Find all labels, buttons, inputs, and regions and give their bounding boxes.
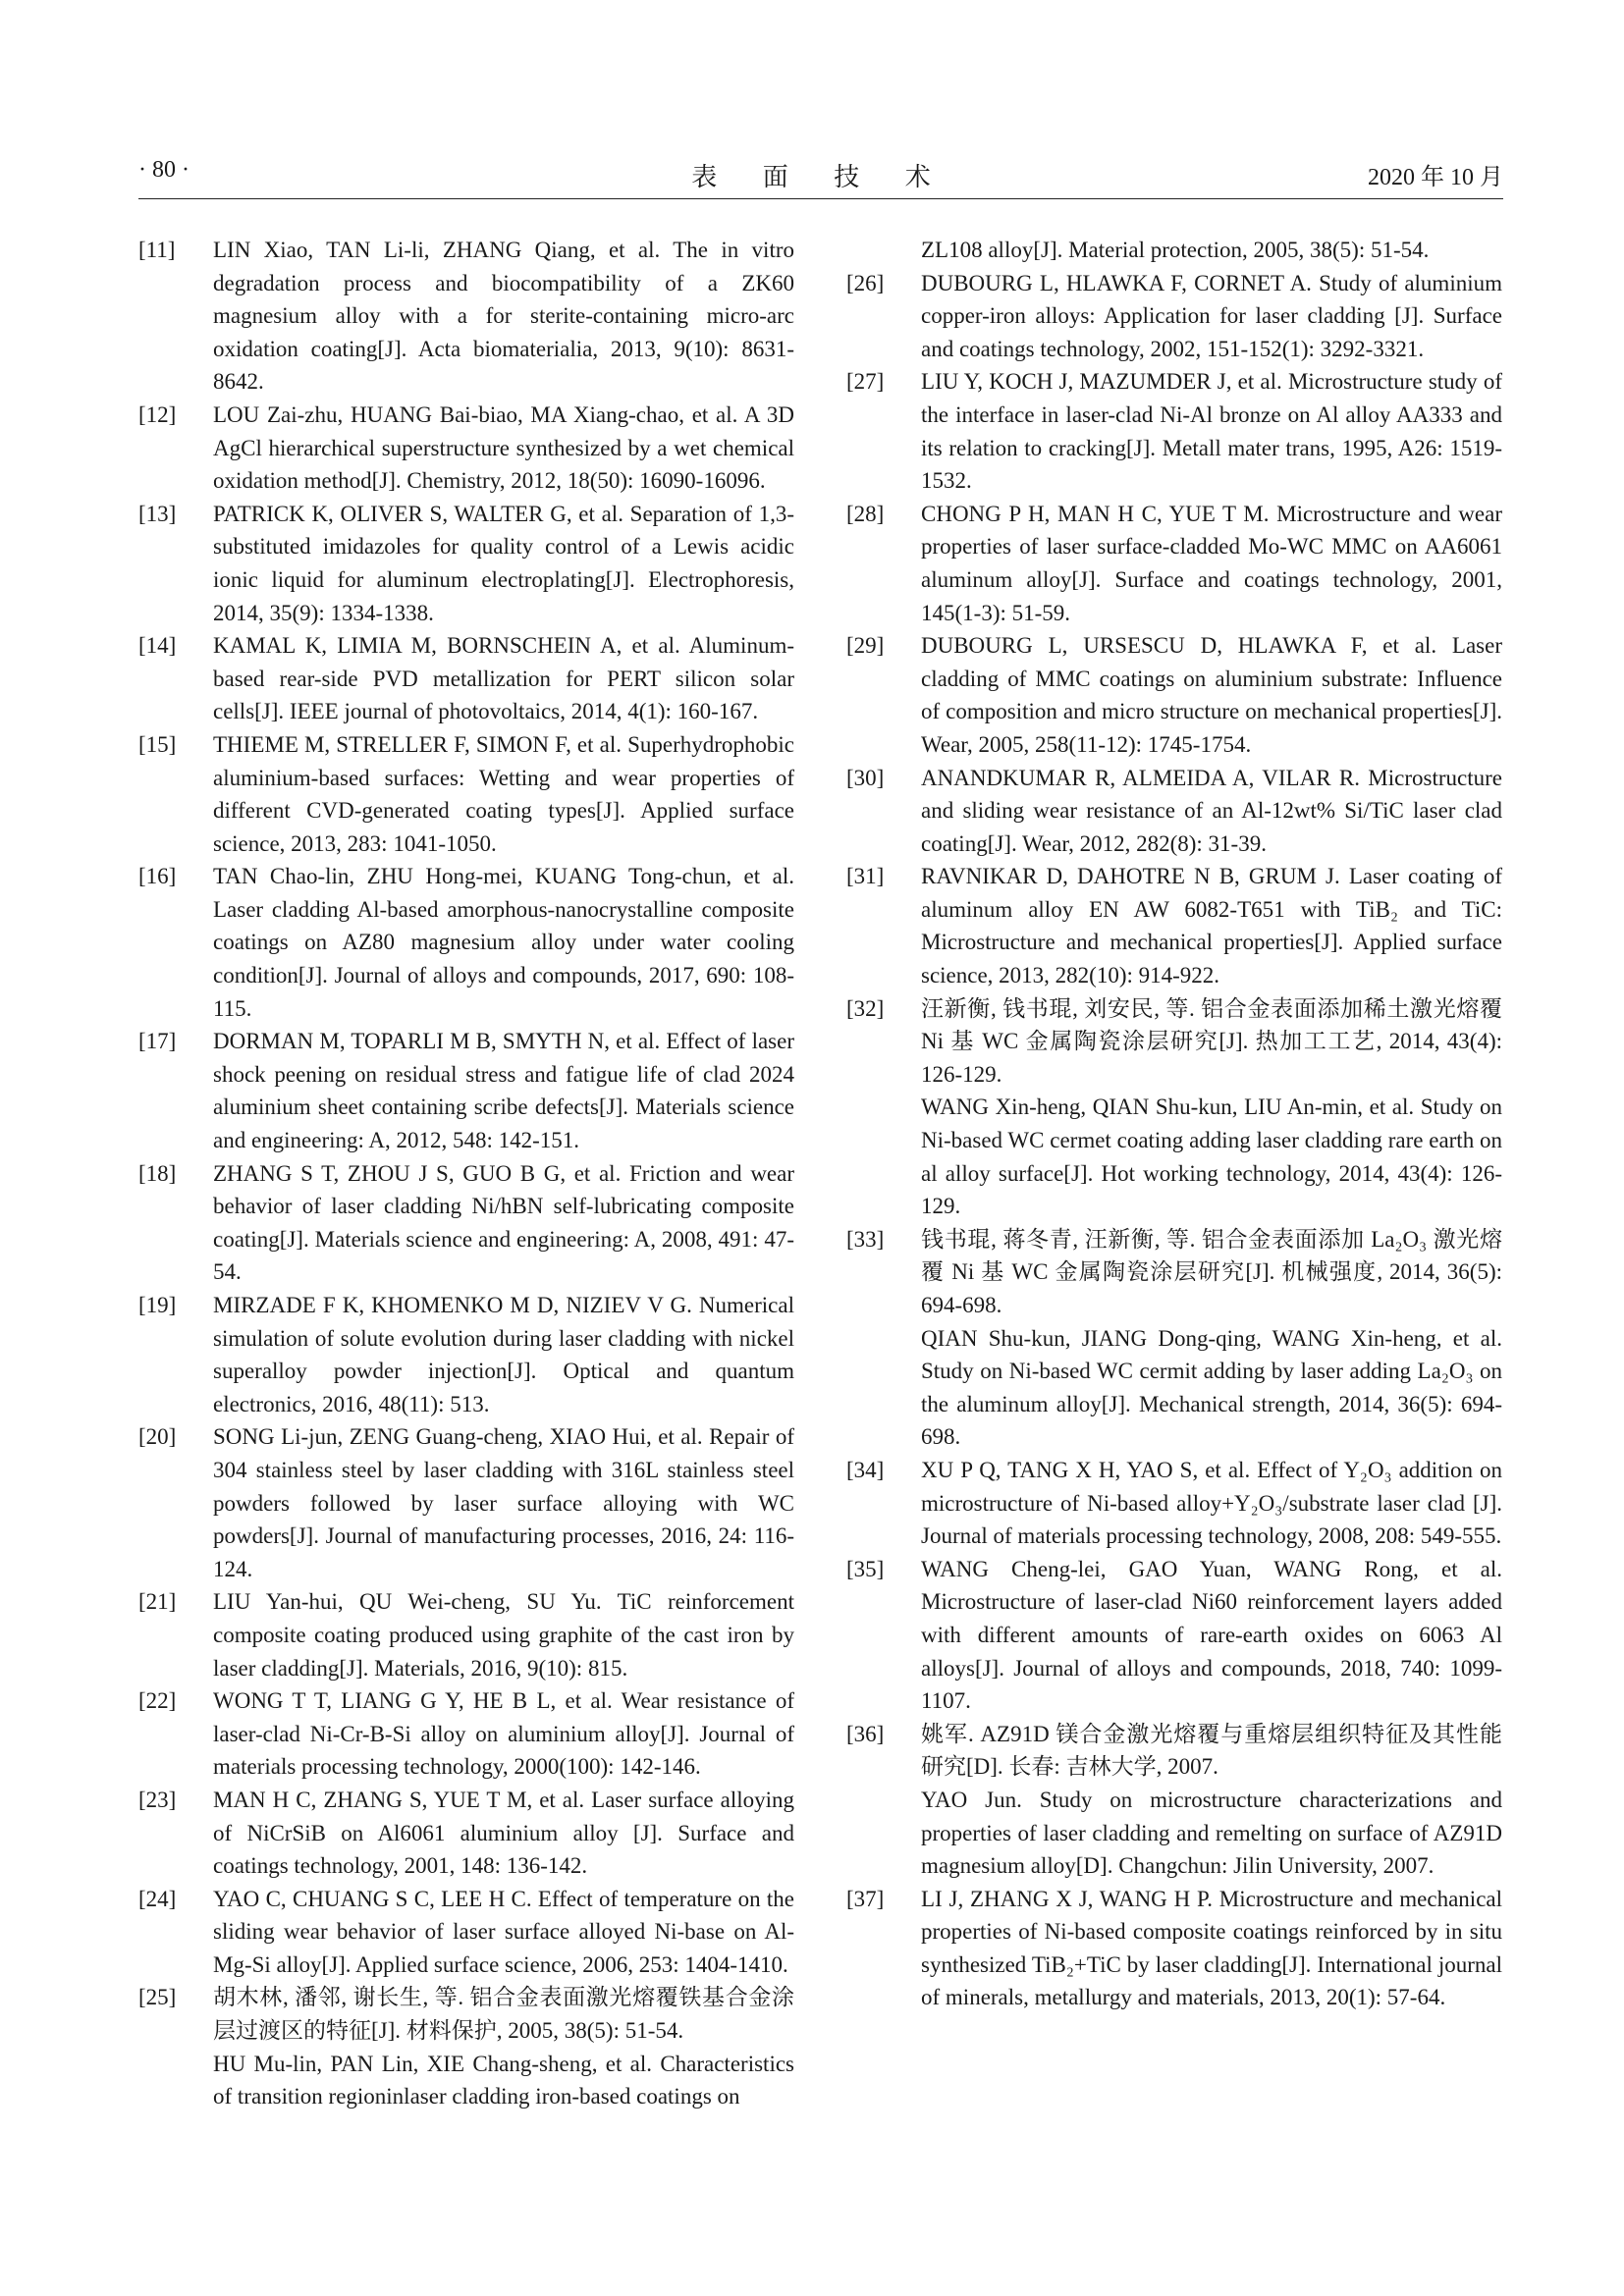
reference-translation: WANG Xin-heng, QIAN Shu-kun, LIU An-min, et al. Study on Ni-based WC cermet coating adding laser cladding rare earth on al alloy surface[J]. Hot working technology, 2014, 43(4): 126-129.: [921, 1095, 1502, 1219]
reference-number: [27]: [846, 369, 885, 395]
reference-number: [25]: [138, 1985, 177, 2010]
reference-number: [30]: [846, 765, 885, 790]
journal-title: 表 面 技 术: [691, 163, 950, 191]
reference-item: [138, 1684, 794, 1784]
reference-item: [846, 1454, 1502, 1553]
right-column: [846, 234, 1502, 2014]
reference-item: [138, 1157, 794, 1289]
reference-text: RAVNIKAR D, DAHOTRE N B, GRUM J. Laser coating of aluminum alloy EN AW 6082-T651 with TiB₂ and TiC: Microstructure and mechanical properties[J]. Applied surface science, 2013, 282(10): 914-922.: [921, 864, 1502, 988]
reference-text: 钱书琨, 蒋冬青, 汪新衡, 等. 铝合金表面添加 La₂O₃ 激光熔覆 Ni 基 WC 金属陶瓷涂层研究[J]. 机械强度, 2014, 36(5): 694-698.: [921, 1226, 1502, 1317]
reference-text: 汪新衡, 钱书琨, 刘安民, 等. 铝合金表面添加稀土激光熔覆 Ni 基 WC 金属陶瓷涂层研究[J]. 热加工工艺, 2014, 43(4): 126-129.: [921, 995, 1502, 1087]
reference-item: [846, 1223, 1502, 1454]
header-rule: [138, 198, 1503, 199]
reference-number: [12]: [138, 401, 177, 427]
reference-text: 姚军. AZ91D 镁合金激光熔覆与重熔层组织特征及其性能研究[D]. 长春: 吉林大学, 2007.: [921, 1721, 1502, 1780]
reference-text: DUBOURG L, HLAWKA F, CORNET A. Study of aluminium copper-iron alloys: Application for laser cladding [J]. Surface and coatings technology, 2002, 151-152(1): 3292-3321.: [921, 270, 1502, 361]
reference-item: [846, 365, 1502, 497]
reference-number: [22]: [138, 1688, 177, 1714]
reference-number: [33]: [846, 1226, 885, 1252]
reference-text: PATRICK K, OLIVER S, WALTER G, et al. Separation of 1,3-substituted imidazoles for quality control of a Lewis acidic ionic liquid for aluminum electroplating[J]. Electrophoresis, 2014, 35(9): 1334-1338.: [213, 501, 794, 625]
reference-text: YAO C, CHUANG S C, LEE H C. Effect of temperature on the sliding wear behavior of laser surface alloyed Ni-base on Al-Mg-Si alloy[J]. Applied surface science, 2006, 253: 1404-1410.: [213, 1886, 794, 1977]
reference-text: MAN H C, ZHANG S, YUE T M, et al. Laser surface alloying of NiCrSiB on Al6061 aluminium alloy [J]. Surface and coatings technology, 2001, 148: 136-142.: [213, 1787, 794, 1879]
reference-text: WONG T T, LIANG G Y, HE B L, et al. Wear resistance of laser-clad Ni-Cr-B-Si alloy on aluminium alloy[J]. Journal of materials processing technology, 2000(100): 142-146.: [213, 1688, 794, 1780]
reference-text: LIU Y, KOCH J, MAZUMDER J, et al. Microstructure study of the interface in laser-clad Ni-Al bronze on Al alloy AA333 and its relation to cracking[J]. Metall mater trans, 1995, A26: 1519-1532.: [921, 369, 1502, 494]
reference-item: [138, 399, 794, 498]
reference-text: LOU Zai-zhu, HUANG Bai-biao, MA Xiang-chao, et al. A 3D AgCl hierarchical superstructure synthesized by a wet chemical oxidation method[J]. Chemistry, 2012, 18(50): 16090-16096.: [213, 401, 794, 494]
reference-item: [138, 498, 794, 629]
reference-item: [846, 1718, 1502, 1883]
reference-item: [846, 1883, 1502, 2014]
reference-number: [19]: [138, 1293, 177, 1317]
reference-number: [34]: [846, 1457, 885, 1482]
issue-date: 2020 年 10 月: [1368, 165, 1503, 190]
reference-item: [138, 1981, 794, 2112]
reference-item: [138, 1289, 794, 1420]
reference-item: [846, 992, 1502, 1223]
reference-item: [138, 1585, 794, 1684]
reference-item: [846, 1553, 1502, 1718]
reference-number: [23]: [138, 1787, 177, 1812]
reference-item: [138, 1025, 794, 1156]
reference-text: LIN Xiao, TAN Li-li, ZHANG Qiang, et al. The in vitro degradation process and biocompatibility of a ZK60 magnesium alloy with a for sterite-containing micro-arc oxidation coating[J]. Acta biomaterialia, 2013, 9(10): 8631-8642.: [213, 238, 794, 395]
reference-translation: QIAN Shu-kun, JIANG Dong-qing, WANG Xin-heng, et al. Study on Ni-based WC cermit adding by laser adding La₂O₃ on the aluminum alloy[J]. Mechanical strength, 2014, 36(5): 694-698.: [921, 1325, 1502, 1450]
reference-item: [846, 860, 1502, 991]
reference-item: [138, 1420, 794, 1585]
reference-item: [138, 728, 794, 860]
reference-text: XU P Q, TANG X H, YAO S, et al. Effect of Y₂O₃ addition on microstructure of Ni-based alloy+Y₂O₃/substrate laser clad [J]. Journal of materials processing technology, 2008, 208: 549-555.: [921, 1457, 1502, 1549]
reference-text: MIRZADE F K, KHOMENKO M D, NIZIEV V G. Numerical simulation of solute evolution during laser cladding with nickel superalloy powder injection[J]. Optical and quantum electronics, 2016, 48(11): 513.: [213, 1293, 794, 1416]
reference-item: [138, 1784, 794, 1883]
reference-text: SONG Li-jun, ZENG Guang-cheng, XIAO Hui, et al. Repair of 304 stainless steel by laser cladding with 316L stainless steel powders followed by laser surface alloying with WC powders[J]. Journal of manufacturing processes, 2016, 24: 116-124.: [213, 1424, 794, 1581]
reference-number: [13]: [138, 501, 177, 526]
reference-number: [18]: [138, 1160, 177, 1186]
reference-text: LIU Yan-hui, QU Wei-cheng, SU Yu. TiC reinforcement composite coating produced using graphite of the cast iron by laser cladding[J]. Materials, 2016, 9(10): 815.: [213, 1589, 794, 1681]
continued-reference: ZL108 alloy[J]. Material protection, 2005, 38(5): 51-54.: [921, 238, 1430, 262]
left-column: [138, 234, 794, 2113]
reference-number: [24]: [138, 1886, 177, 1911]
reference-translation: YAO Jun. Study on microstructure characterizations and properties of laser cladding and remelting on surface of AZ91D magnesium alloy[D]. Changchun: Jilin University, 2007.: [921, 1787, 1502, 1879]
page-number: · 80 ·: [138, 157, 189, 183]
reference-text: CHONG P H, MAN H C, YUE T M. Microstructure and wear properties of laser surface-cladded Mo-WC MMC on AA6061 aluminum alloy[J]. Surface and coatings technology, 2001, 145(1-3): 51-59.: [921, 501, 1502, 625]
reference-number: [29]: [846, 633, 885, 659]
reference-item: [846, 498, 1502, 629]
reference-number: [26]: [846, 270, 885, 295]
reference-number: [16]: [138, 864, 177, 889]
reference-text: THIEME M, STRELLER F, SIMON F, et al. Superhydrophobic aluminium-based surfaces: Wetting and wear properties of different CVD-generated coating types[J]. Applied surface science, 2013, 283: 1041-1050.: [213, 731, 794, 856]
page-header: [138, 157, 1503, 196]
reference-number: [21]: [138, 1589, 177, 1615]
reference-text: DORMAN M, TOPARLI M B, SMYTH N, et al. Effect of laser shock peening on residual stress and fatigue life of clad 2024 aluminium sheet containing scribe defects[J]. Materials science and engineering: A, 2012, 548: 142-151.: [213, 1029, 794, 1153]
reference-number: [31]: [846, 864, 885, 889]
reference-item: [138, 234, 794, 399]
reference-number: [15]: [138, 731, 177, 757]
reference-number: [14]: [138, 633, 177, 659]
reference-item: [138, 1883, 794, 1982]
reference-item: [138, 629, 794, 728]
reference-number: [28]: [846, 501, 885, 526]
reference-item: [846, 267, 1502, 366]
reference-text: DUBOURG L, URSESCU D, HLAWKA F, et al. Laser cladding of MMC coatings on aluminium substrate: Influence of composition and micro structure on mechanical properties[J]. Wear, 2005, 258(11-12): 1745-1754.: [921, 633, 1502, 757]
reference-number: [20]: [138, 1424, 177, 1450]
reference-text: 胡木林, 潘邻, 谢长生, 等. 铝合金表面激光熔覆铁基合金涂层过渡区的特征[J]. 材料保护, 2005, 38(5): 51-54.: [213, 1985, 794, 2044]
reference-number: [17]: [138, 1029, 177, 1054]
reference-text: ANANDKUMAR R, ALMEIDA A, VILAR R. Microstructure and sliding wear resistance of an Al-12wt% Si/TiC laser clad coating[J]. Wear, 2012, 282(8): 31-39.: [921, 765, 1502, 856]
reference-number: [35]: [846, 1556, 885, 1581]
reference-item: [846, 762, 1502, 861]
reference-text: WANG Cheng-lei, GAO Yuan, WANG Rong, et al. Microstructure of laser-clad Ni60 reinforcement layers added with different amounts of rare-earth oxides on 6063 Al alloys[J]. Journal of alloys and compounds, 2018, 740: 1099-1107.: [921, 1556, 1502, 1714]
reference-text: LI J, ZHANG X J, WANG H P. Microstructure and mechanical properties of Ni-based composite coatings reinforced by in situ synthesized TiB₂+TiC by laser cladding[J]. International journal of minerals, metallurgy and materials, 2013, 20(1): 57-64.: [921, 1886, 1502, 2010]
reference-text: ZHANG S T, ZHOU J S, GUO B G, et al. Friction and wear behavior of laser cladding Ni/hBN self-lubricating composite coating[J]. Materials science and engineering: A, 2008, 491: 47-54.: [213, 1160, 794, 1285]
reference-item: [138, 860, 794, 1025]
reference-number: [36]: [846, 1721, 885, 1746]
reference-item: [846, 629, 1502, 761]
reference-number: [32]: [846, 995, 885, 1021]
reference-number: [37]: [846, 1886, 885, 1911]
reference-text: TAN Chao-lin, ZHU Hong-mei, KUANG Tong-chun, et al. Laser cladding Al-based amorphous-nanocrystalline composite coatings on AZ80 magnesium alloy under water cooling condition[J]. Journal of alloys and compounds, 2017, 690: 108-115.: [213, 864, 794, 1021]
reference-number: [11]: [138, 238, 176, 262]
reference-translation: HU Mu-lin, PAN Lin, XIE Chang-sheng, et al. Characteristics of transition regioninlaser cladding iron-based coatings on: [213, 2051, 794, 2109]
reference-text: KAMAL K, LIMIA M, BORNSCHEIN A, et al. Aluminum-based rear-side PVD metallization for PERT silicon solar cells[J]. IEEE journal of photovoltaics, 2014, 4(1): 160-167.: [213, 633, 794, 724]
